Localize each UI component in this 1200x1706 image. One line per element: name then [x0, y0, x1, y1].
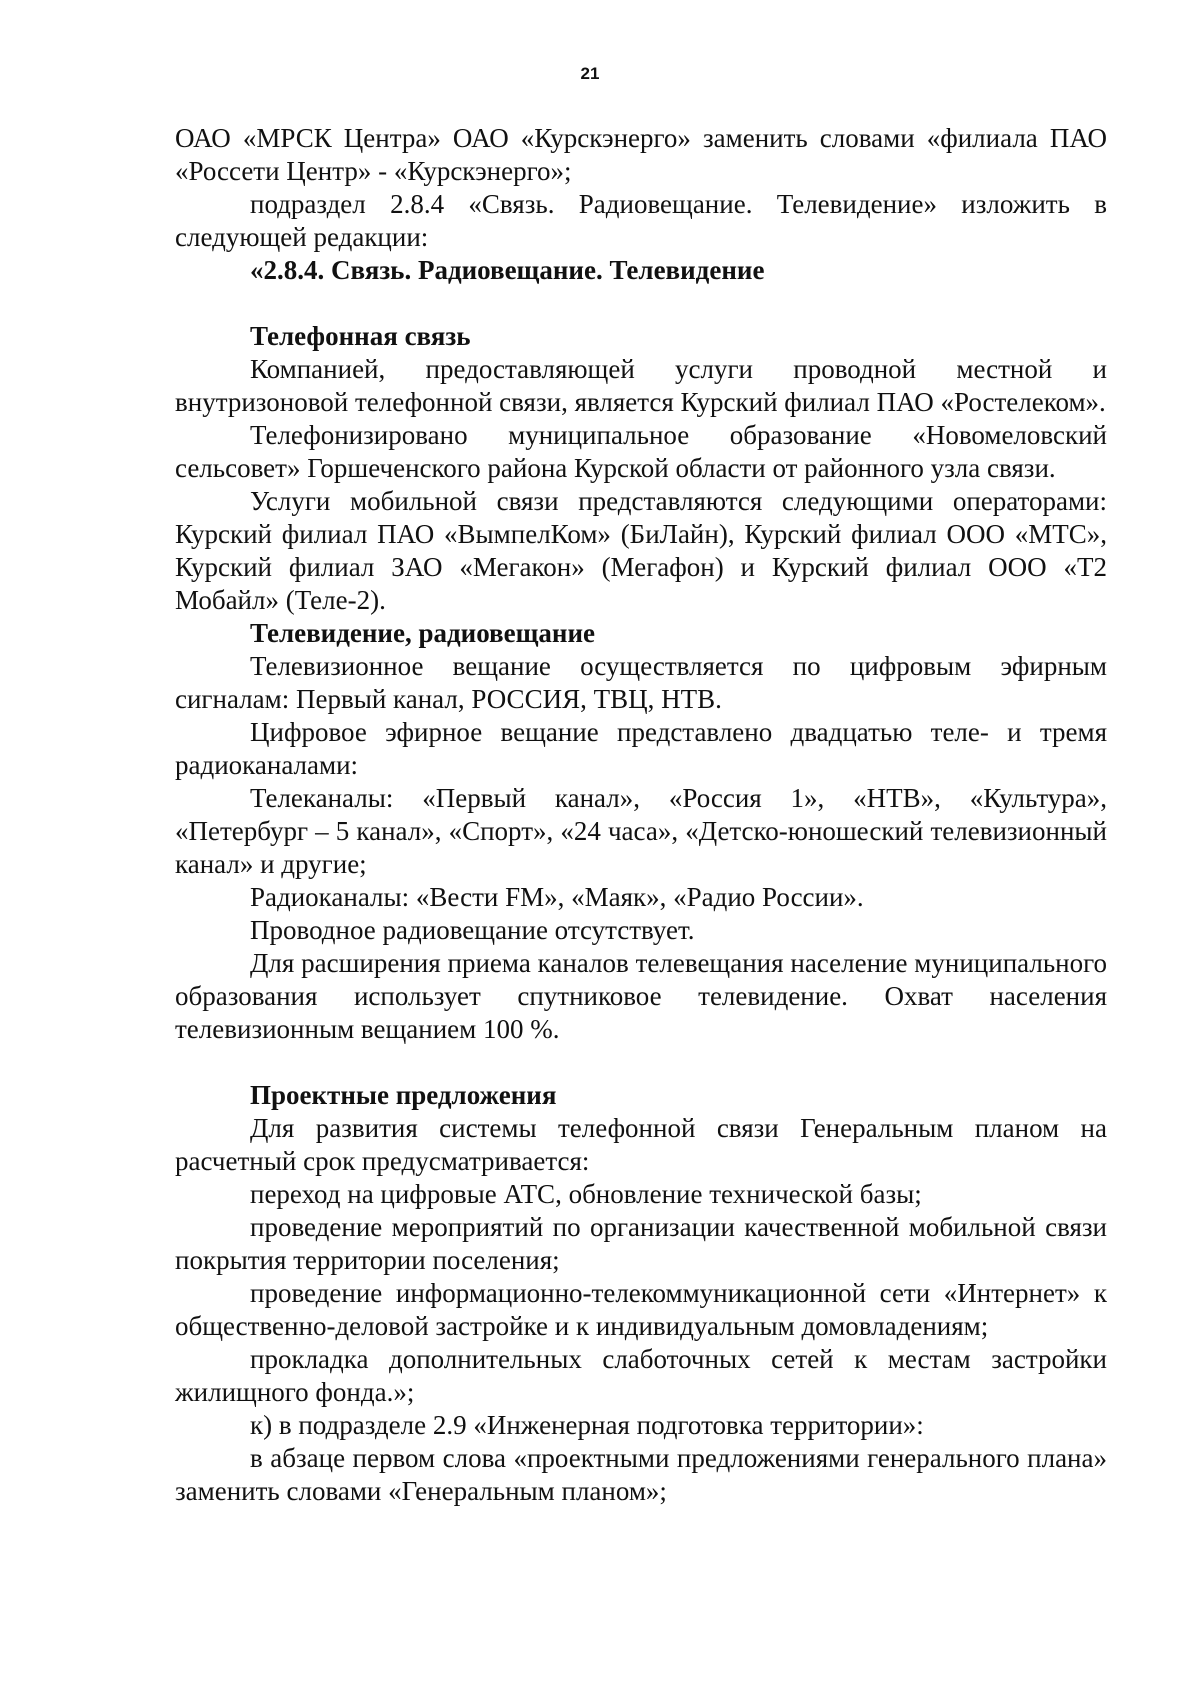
- heading-proposals: Проектные предложения: [250, 1080, 557, 1110]
- paragraph-replace-words: в абзаце первом слова «проектными предложениями генерального плана» заменить словами «Генеральным планом»;: [175, 1443, 1107, 1506]
- paragraph-subsection-intro: подраздел 2.8.4 «Связь. Радиовещание. Телевидение» изложить в следующей редакции:: [175, 189, 1107, 252]
- paragraph-digital-broadcast: Цифровое эфирное вещание представлено двадцатью теле- и тремя радиоканалами:: [175, 717, 1107, 780]
- paragraph-proposals-intro: Для развития системы телефонной связи Генеральным планом на расчетный срок предусматривается:: [175, 1113, 1107, 1176]
- paragraph-proposal-digital-ats: переход на цифровые АТС, обновление технической базы;: [250, 1179, 922, 1209]
- spacer: [175, 287, 1107, 320]
- paragraph-mrsk-replacement: ОАО «МРСК Центра» ОАО «Курскэнерго» заменить словами «филиала ПАО «Россети Центр» - «Курскэнерго»;: [175, 123, 1107, 186]
- paragraph-tv-broadcast: Телевизионное вещание осуществляется по цифровым эфирным сигналам: Первый канал, РОССИЯ, ТВЦ, НТВ.: [175, 651, 1107, 714]
- document-body: [175, 122, 1107, 1508]
- paragraph-tv-channels: Телеканалы: «Первый канал», «Россия 1», «НТВ», «Культура», «Петербург – 5 канал», «Спорт», «24 часа», «Детско-юношеский телевизионный канал» и другие;: [175, 783, 1107, 879]
- paragraph-wired-radio: Проводное радиовещание отсутствует.: [250, 915, 695, 945]
- paragraph-telephonization: Телефонизировано муниципальное образование «Новомеловский сельсовет» Горшеченского района Курской области от районного узла связи.: [175, 420, 1107, 483]
- paragraph-proposal-internet: проведение информационно-телекоммуникационной сети «Интернет» к общественно-деловой застройке и к индивидуальным домовладениям;: [175, 1278, 1107, 1341]
- section-heading-2-8-4: «2.8.4. Связь. Радиовещание. Телевидение: [250, 255, 765, 285]
- page-number: 21: [580, 64, 600, 83]
- heading-telephone: Телефонная связь: [250, 321, 471, 351]
- paragraph-radio-channels: Радиоканалы: «Вести FM», «Маяк», «Радио России».: [250, 882, 864, 912]
- heading-tv-radio: Телевидение, радиовещание: [250, 618, 595, 648]
- paragraph-telephone-provider: Компанией, предоставляющей услуги проводной местной и внутризоновой телефонной связи, является Курский филиал ПАО «Ростелеком».: [175, 354, 1107, 417]
- paragraph-proposal-mobile: проведение мероприятий по организации качественной мобильной связи покрытия территории поселения;: [175, 1212, 1107, 1275]
- paragraph-subsection-2-9: к) в подразделе 2.9 «Инженерная подготовка территории»:: [250, 1410, 924, 1440]
- paragraph-satellite-tv: Для расширения приема каналов телевещания население муниципального образования использует спутниковое телевидение. Охват населения телевизионным вещанием 100 %.: [175, 948, 1107, 1044]
- spacer: [175, 1046, 1107, 1079]
- paragraph-mobile-operators: Услуги мобильной связи представляются следующими операторами: Курский филиал ПАО «ВымпелКом» (БиЛайн), Курский филиал ООО «МТС», Курский филиал ЗАО «Мегакон» (Мегафон) и Курский филиал ООО «Т2 Мобайл» (Теле-2).: [175, 486, 1107, 615]
- paragraph-proposal-lowcurrent: прокладка дополнительных слаботочных сетей к местам застройки жилищного фонда.»;: [175, 1344, 1107, 1407]
